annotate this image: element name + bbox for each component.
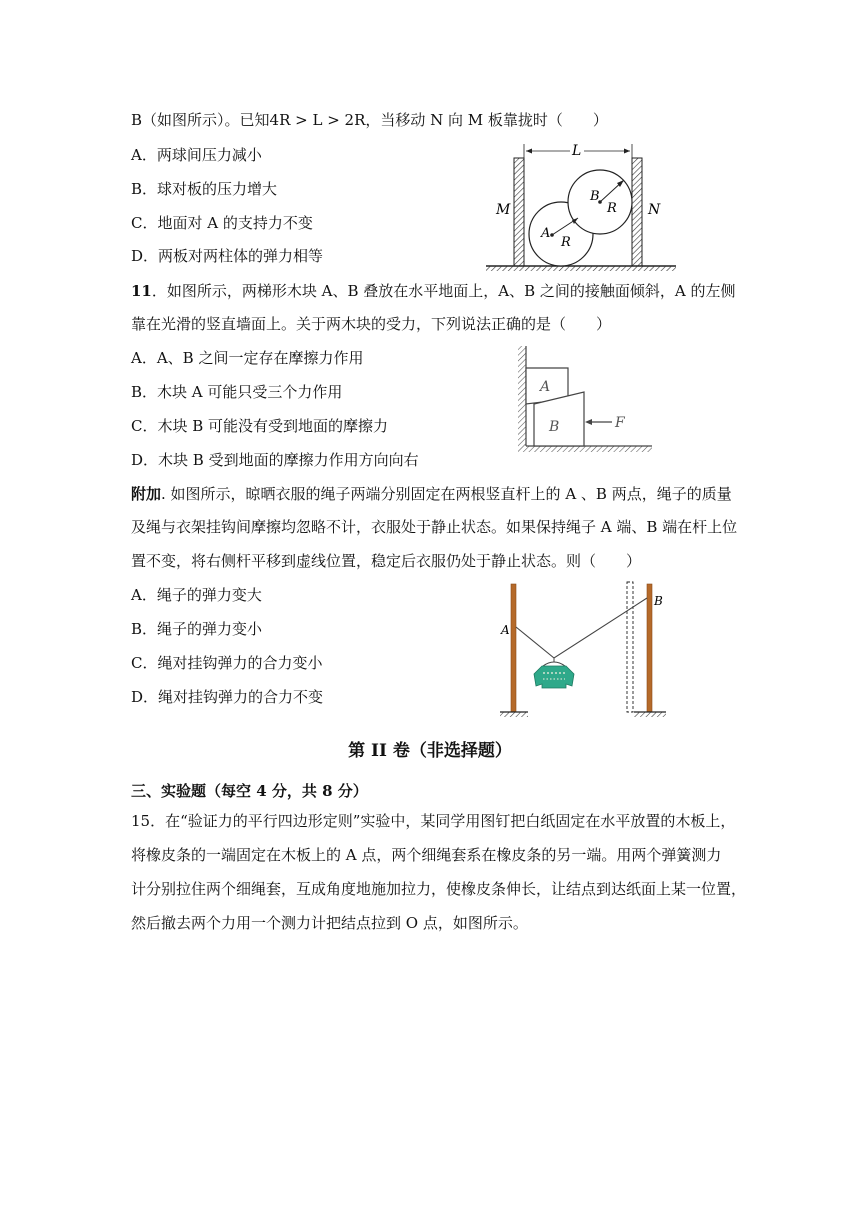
q11-figure-blocks xyxy=(512,344,652,454)
left-pole xyxy=(511,584,516,712)
extra-option-b[interactable]: B．绳子的弹力变小 xyxy=(131,620,263,638)
label-block-a: A xyxy=(540,379,551,395)
extra-stem-line3: 置不变，将右侧杆平移到虚线位置，稳定后衣服仍处于静止状态。则（ ） xyxy=(131,552,642,570)
label-r2: R xyxy=(607,201,617,216)
q11-stem-line1 xyxy=(131,281,736,301)
q11-option-a[interactable]: A．A、B 之间一定存在摩擦力作用 xyxy=(131,349,364,367)
label-l: L xyxy=(572,143,582,159)
section3-heading: 三、实验题（每空 4 分，共 8 分） xyxy=(131,782,368,800)
q10-option-d[interactable]: D．两板对两柱体的弹力相等 xyxy=(131,247,324,265)
q15-line2: 将橡皮条的一端固定在木板上的 A 点，两个细绳套系在橡皮条的另一端。用两个弹簧测力 xyxy=(131,846,722,864)
part2-title: 第 II 卷（非选择题） xyxy=(348,741,512,761)
q10-stem-tail: B（如图所示）。已知4R > L > 2R，当移动 N 向 M 板靠拢时（ ） xyxy=(131,111,608,129)
label-n: N xyxy=(648,202,661,218)
dashed-pole xyxy=(627,582,633,712)
q11-number: 11 xyxy=(131,282,152,300)
q10-option-a[interactable]: A．两球间压力减小 xyxy=(131,146,262,164)
q10-figure-cylinders xyxy=(486,140,676,272)
label-point-a: A xyxy=(501,623,510,637)
q10-option-c[interactable]: C．地面对 A 的支持力不变 xyxy=(131,214,313,232)
extra-option-a[interactable]: A．绳子的弹力变大 xyxy=(131,586,262,604)
label-a: A xyxy=(541,226,551,241)
label-point-b: B xyxy=(654,594,663,608)
label-b: B xyxy=(590,189,600,204)
label-force-f: F xyxy=(615,415,625,431)
q15-line3: 计分别拉住两个细绳套，互成角度地施加拉力，使橡皮条伸长，让结点到达纸面上某一位置， xyxy=(131,880,747,898)
q15-line4: 然后撤去两个力用一个测力计把结点拉到 O 点，如图所示。 xyxy=(131,914,528,932)
q11-option-b[interactable]: B．木块 A 可能只受三个力作用 xyxy=(131,383,343,401)
q11-option-d[interactable]: D．木块 B 受到地面的摩擦力作用方向向右 xyxy=(131,451,419,469)
q10-option-b[interactable]: B．球对板的压力增大 xyxy=(131,180,278,198)
extra-figure-clothesline xyxy=(496,578,676,720)
extra-option-c[interactable]: C．绳对挂钩弹力的合力变小 xyxy=(131,654,323,672)
extra-stem-text: . 如图所示，晾晒衣服的绳子两端分别固定在两根竖直杆上的 A 、B 两点，绳子的质量 xyxy=(161,485,732,503)
plate-m xyxy=(514,158,524,266)
extra-stem-line2: 及绳与衣架挂钩间摩擦均忽略不计，衣服处于静止状态。如果保持绳子 A 端、B 端在杆上位 xyxy=(131,518,738,536)
q11-stem-text: ．如图所示，两梯形木块 A、B 叠放在水平地面上，A、B 之间的接触面倾斜，A 的左侧 xyxy=(151,282,736,300)
q15-line1: 15．在“验证力的平行四边形定则”实验中，某同学用图钉把白纸固定在水平放置的木板上， xyxy=(131,812,736,830)
q11-option-c[interactable]: C．木块 B 可能没有受到地面的摩擦力 xyxy=(131,417,389,435)
plate-n xyxy=(632,158,642,266)
sweater xyxy=(534,666,574,688)
label-block-b: B xyxy=(549,419,560,435)
right-pole xyxy=(647,584,652,712)
label-m: M xyxy=(496,202,511,218)
extra-stem-line1 xyxy=(131,484,732,504)
label-r1: R xyxy=(561,235,571,250)
extra-label: 附加 xyxy=(131,485,162,503)
q11-stem-line2: 靠在光滑的竖直墙面上。关于两木块的受力，下列说法正确的是（ ） xyxy=(131,315,612,333)
extra-option-d[interactable]: D．绳对挂钩弹力的合力不变 xyxy=(131,688,324,706)
